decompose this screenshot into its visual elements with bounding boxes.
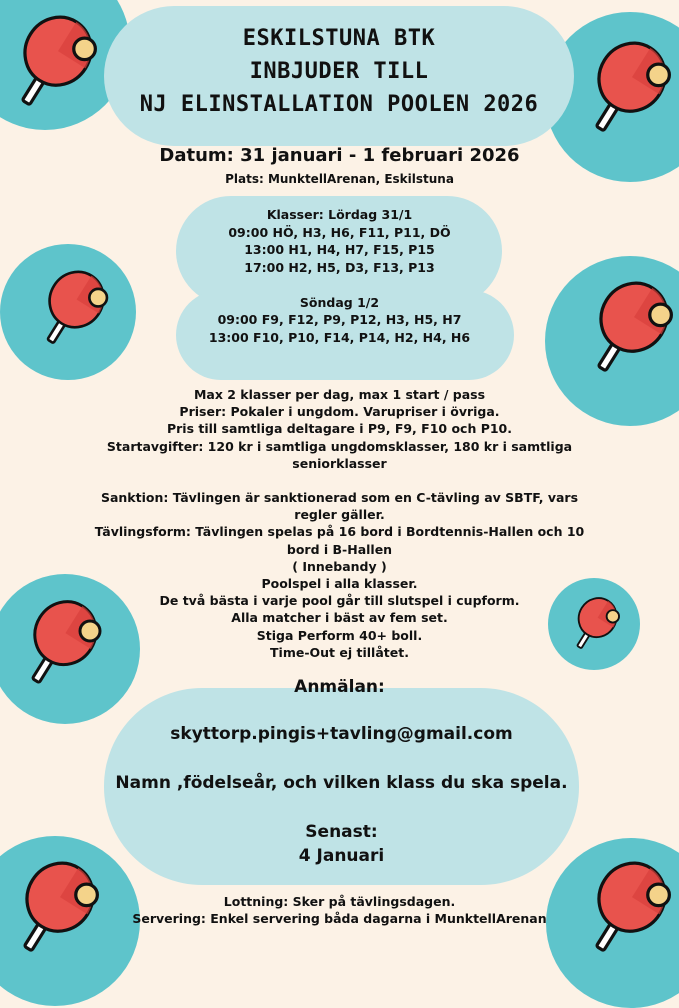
registration-heading: Anmälan: — [294, 677, 385, 697]
info-line: Alla matcher i bäst av fem set. — [231, 610, 448, 626]
title-line-club: ESKILSTUNA BTK — [242, 26, 436, 51]
ping-pong-paddle-icon — [570, 30, 678, 150]
info-line: De två bästa i varje pool går till slutspel i cupform. — [159, 593, 520, 609]
info-line: ( Innebandy ) — [292, 558, 387, 574]
saturday-heading: Klasser: Lördag 31/1 — [266, 207, 413, 222]
page-title — [104, 22, 574, 121]
info-line: Startavgifter: 120 kr i samtliga ungdomsklasser, 180 kr i samtliga — [106, 438, 573, 454]
registration-deadline — [104, 820, 579, 868]
info-line: Stiga Perform 40+ boll. — [256, 627, 423, 643]
info-line: Poolspel i alla klasser. — [261, 576, 418, 592]
saturday-row: 17:00 H2, H5, D3, F13, P13 — [244, 259, 435, 275]
info-line: Tävlingsform: Tävlingen spelas på 16 bord i Bordtennis-Hallen och 10 — [94, 524, 585, 540]
info-line: regler gäller. — [294, 507, 385, 523]
saturday-row: 13:00 H1, H4, H7, F15, P15 — [244, 242, 435, 257]
title-line-invite: INBJUDER TILL — [249, 59, 429, 84]
info-line: Time-Out ej tillåtet. — [270, 644, 409, 660]
info-section — [0, 386, 679, 661]
sunday-row: 13:00 F10, P10, F14, P14, H2, H4, H6 — [208, 329, 471, 345]
event-place: Plats: MunktellArenan, Eskilstuna — [225, 172, 454, 186]
info-line: bord i B-Hallen — [286, 541, 393, 557]
sunday-heading: Söndag 1/2 — [299, 294, 380, 310]
deadline-label: Senast: — [305, 822, 378, 842]
deadline-date: 4 Januari — [298, 846, 385, 866]
footer-catering: Servering: Enkel servering båda dagarna i MunktellArenan — [132, 911, 547, 926]
sunday-row: 09:00 F9, F12, P9, P12, H3, H5, H7 — [217, 312, 462, 327]
title-line-event: NJ ELINSTALLATION POOLEN 2026 — [139, 92, 539, 117]
footer-draw: Lottning: Sker på tävlingsdagen. — [223, 894, 456, 909]
saturday-row: 09:00 HÖ, H3, H6, F11, P11, DÖ — [228, 224, 451, 240]
footer — [0, 893, 679, 927]
event-date: Datum: 31 januari - 1 februari 2026 — [159, 145, 520, 166]
info-line: Max 2 klasser per dag, max 1 start / pass — [193, 387, 486, 402]
registration-email[interactable]: skyttorp.pingis+tavling@gmail.com — [170, 724, 513, 744]
info-line: Pris till samtliga deltagare i P9, F9, F10 och P10. — [166, 421, 513, 437]
registration-instructions: Namn ,födelseår, och vilken klass du ska spela. — [115, 773, 568, 793]
info-line: seniorklasser — [292, 455, 387, 471]
ping-pong-paddle-icon — [0, 4, 104, 124]
classes-schedule — [0, 206, 679, 346]
info-line: Sanktion: Tävlingen är sanktionerad som en C-tävling av SBTF, vars — [100, 490, 579, 506]
info-line: Priser: Pokaler i ungdom. Varupriser i övriga. — [179, 404, 500, 420]
